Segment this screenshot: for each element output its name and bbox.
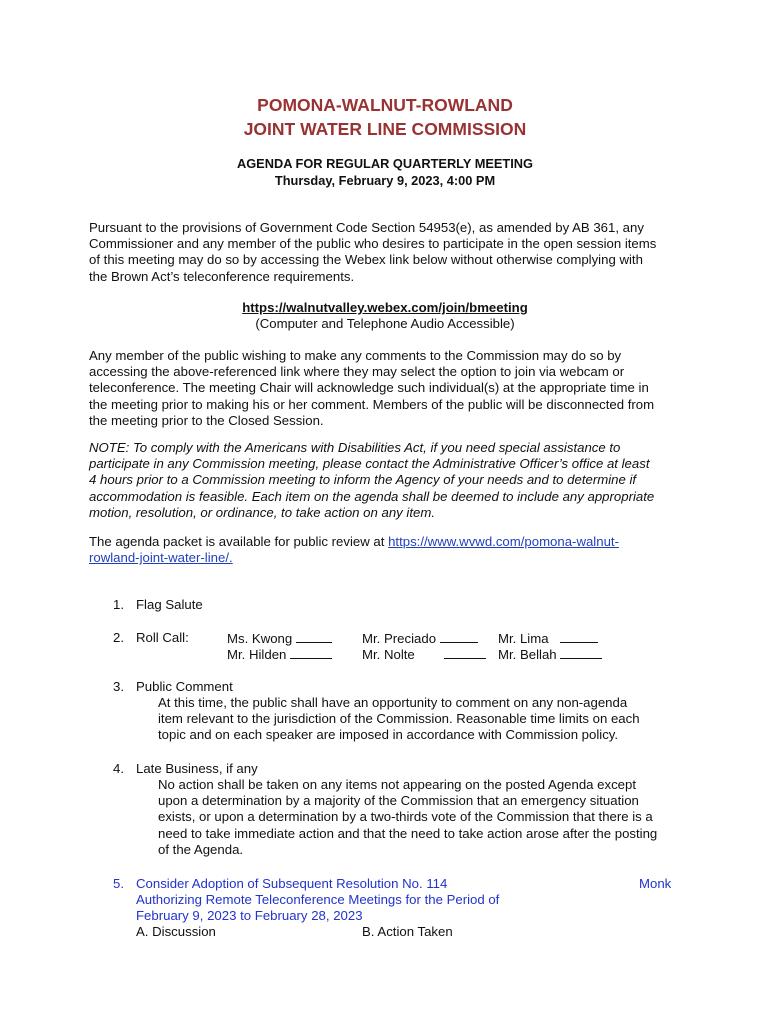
roll-line bbox=[290, 646, 332, 659]
packet-text: The agenda packet is available for public review at bbox=[89, 534, 389, 549]
member-name: Mr. Preciado bbox=[362, 631, 437, 646]
item-5-line: Authorizing Remote Teleconference Meetings for the Period of bbox=[136, 892, 500, 908]
intro-line: the Brown Act’s teleconference requirements. bbox=[89, 268, 355, 284]
item-3-number: 3. bbox=[113, 679, 124, 694]
roll-call-member bbox=[362, 630, 478, 647]
item-5-action-taken: B. Action Taken bbox=[362, 924, 453, 939]
item-4-title: Late Business, if any bbox=[136, 761, 258, 776]
comments-paragraph bbox=[89, 348, 681, 429]
title-line-2: JOINT WATER LINE COMMISSION bbox=[243, 119, 527, 139]
subtitle-line-2: Thursday, February 9, 2023, 4:00 PM bbox=[274, 173, 496, 188]
item-4-line: upon a determination by a majority of the Commission that an emergency situation bbox=[158, 793, 639, 809]
intro-paragraph bbox=[89, 220, 681, 285]
item-4-number: 4. bbox=[113, 761, 124, 776]
item-5-presenter: Monk bbox=[639, 876, 672, 891]
roll-line bbox=[444, 646, 486, 659]
comments-line: the meeting prior to making his or her comment. Members of the public will be disconnected from bbox=[89, 396, 655, 412]
roll-call-member bbox=[227, 630, 332, 647]
roll-call-member bbox=[362, 646, 486, 663]
comments-line: the meeting prior to the Closed Session. bbox=[89, 412, 324, 428]
item-4-line: of the Agenda. bbox=[158, 841, 244, 857]
packet-paragraph bbox=[89, 534, 681, 566]
member-name: Mr. Nolte bbox=[362, 647, 415, 662]
roll-line bbox=[296, 630, 332, 643]
ada-line: NOTE: To comply with the Americans with Disabilities Act, if you need special assistance to bbox=[89, 440, 621, 455]
packet-link[interactable]: https://www.wvwd.com/pomona-walnut- bbox=[388, 534, 619, 549]
intro-line: of this meeting may do so by accessing the Webex link below without otherwise complying with bbox=[89, 252, 643, 268]
roll-call-member bbox=[498, 646, 602, 663]
roll-line bbox=[560, 630, 598, 643]
item-4-body bbox=[158, 777, 681, 858]
subtitle-line-1: AGENDA FOR REGULAR QUARTERLY MEETING bbox=[236, 156, 533, 171]
webex-link[interactable]: https://walnutvalley.webex.com/join/bmeeting bbox=[242, 300, 528, 315]
ada-line: 4 hours prior to a Commission meeting to inform the Agency of your needs and to determine if bbox=[89, 472, 637, 488]
item-5-line: Consider Adoption of Subsequent Resolution No. 114 bbox=[136, 876, 448, 891]
intro-line: Commissioner and any member of the public who desires to participate in the open session items bbox=[89, 236, 657, 252]
member-name: Mr. Bellah bbox=[498, 647, 557, 662]
roll-line bbox=[440, 630, 478, 643]
comments-line: teleconference. The meeting Chair will acknowledge such individual(s) at the appropriate time in bbox=[89, 380, 649, 396]
roll-line bbox=[560, 646, 602, 659]
ada-line: accommodation is feasible. Each item on the agenda shall be deemed to include any appropriate bbox=[89, 488, 655, 504]
item-4-line: need to take immediate action and that the need to take action arose after the posting bbox=[158, 825, 658, 841]
title-line-1: POMONA-WALNUT-ROWLAND bbox=[257, 95, 513, 115]
item-5-line: February 9, 2023 to February 28, 2023 bbox=[136, 908, 363, 924]
member-name: Ms. Kwong bbox=[227, 631, 293, 646]
ada-note bbox=[89, 440, 681, 521]
item-4-line: No action shall be taken on any items not appearing on the posted Agenda except bbox=[158, 777, 637, 792]
item-3-title: Public Comment bbox=[136, 679, 233, 694]
packet-link-continued[interactable]: rowland-joint-water-line/. bbox=[89, 550, 233, 566]
item-3-line: item relevant to the jurisdiction of the Commission. Reasonable time limits on each bbox=[158, 711, 640, 727]
roll-call-member bbox=[227, 646, 332, 663]
item-2-number: 2. bbox=[113, 630, 124, 645]
item-2-title: Roll Call: bbox=[136, 630, 189, 645]
item-5-discussion: A. Discussion bbox=[136, 924, 216, 939]
comments-line: accessing the above-referenced link where they may select the option to join via webcam or bbox=[89, 364, 625, 380]
roll-call-member bbox=[498, 630, 598, 647]
intro-line: Pursuant to the provisions of Government Code Section 54953(e), as amended by AB 361, any bbox=[89, 220, 644, 235]
item-4-line: exists, or upon a determination by a two-thirds vote of the Commission that there is a bbox=[158, 809, 653, 825]
item-5-number: 5. bbox=[113, 876, 124, 891]
member-name: Mr. Hilden bbox=[227, 647, 287, 662]
comments-line: Any member of the public wishing to make any comments to the Commission may do so by bbox=[89, 348, 622, 363]
ada-line: participate in any Commission meeting, please contact the Administrative Officer’s office at least bbox=[89, 456, 650, 472]
webex-note: (Computer and Telephone Audio Accessible) bbox=[255, 316, 515, 331]
packet-line-1 bbox=[89, 534, 681, 550]
member-name: Mr. Lima bbox=[498, 631, 549, 646]
item-3-line: topic and on each speaker are imposed in accordance with Commission policy. bbox=[158, 727, 619, 743]
item-3-line: At this time, the public shall have an opportunity to comment on any non-agenda bbox=[158, 695, 628, 710]
item-3-body bbox=[158, 695, 681, 744]
item-1-number: 1. bbox=[113, 597, 124, 612]
ada-line: motion, resolution, or ordinance, to take action on any item. bbox=[89, 504, 435, 520]
item-5-title bbox=[136, 876, 499, 925]
item-1-title: Flag Salute bbox=[136, 597, 203, 612]
